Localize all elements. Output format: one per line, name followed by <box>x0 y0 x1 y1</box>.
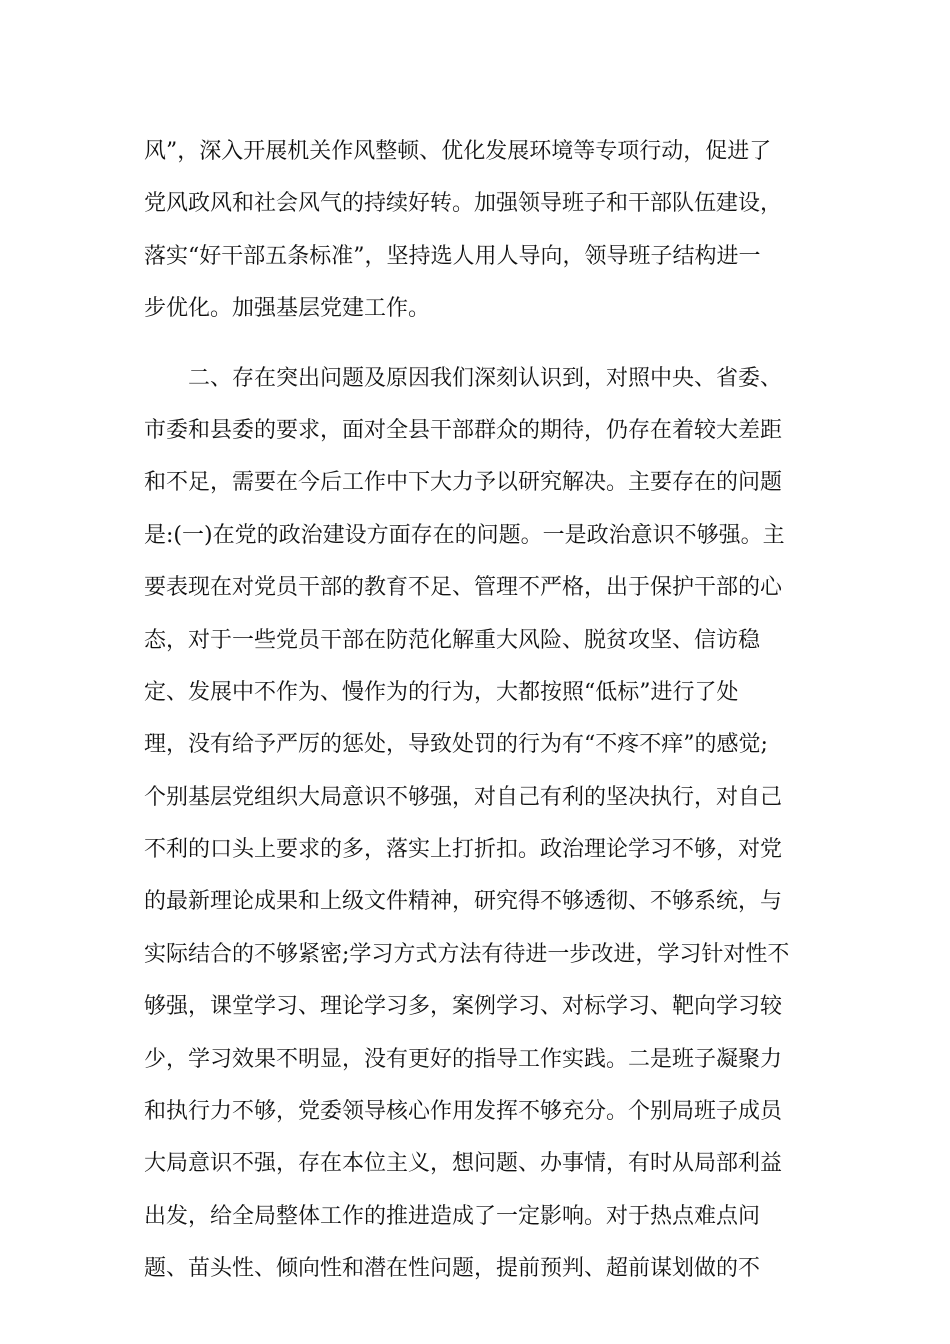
text-line: 实际结合的不够紧密;学习方式方法有待进一步改进，学习针对性不 <box>144 941 790 967</box>
text-line: 理，没有给予严厉的惩处，导致处罚的行为有“不疼不痒”的感觉; <box>144 732 768 758</box>
paragraph-1 <box>144 126 824 336</box>
text-line: 个别基层党组织大局意识不够强，对自己有利的坚决执行，对自己 <box>144 784 783 810</box>
text-line: 要表现在对党员干部的教育不足、管理不严格，出于保护干部的心 <box>144 575 783 601</box>
text-line: 不利的口头上要求的多，落实上打折扣。政治理论学习不够，对党 <box>144 837 783 863</box>
text-line: 党风政风和社会风气的持续好转。加强领导班子和干部队伍建设， <box>144 191 783 217</box>
text-line: 出发，给全局整体工作的推进造成了一定影响。对于热点难点问 <box>144 1203 761 1229</box>
text-line: 步优化。加强基层党建工作。 <box>144 296 431 322</box>
text-line: 和不足，需要在今后工作中下大力予以研究解决。主要存在的问题 <box>144 470 783 496</box>
text-line: 够强，课堂学习、理论学习多，案例学习、对标学习、靶向学习较 <box>144 994 783 1020</box>
text-line: 态，对于一些党员干部在防范化解重大风险、脱贫攻坚、信访稳 <box>144 627 761 653</box>
document-body <box>144 126 824 1296</box>
text-line: 和执行力不够，党委领导核心作用发挥不够充分。个别局班子成员 <box>144 1099 783 1125</box>
text-line: 风”，深入开展机关作风整顿、优化发展环境等专项行动，促进了 <box>144 139 772 164</box>
text-line: 二、存在突出问题及原因我们深刻认识到，对照中央、省委、 <box>188 365 783 391</box>
text-line: 是:(一)在党的政治建设方面存在的问题。一是政治意识不够强。主 <box>144 522 785 548</box>
paragraph-2 <box>144 353 824 1296</box>
text-line: 的最新理论成果和上级文件精神，研究得不够透彻、不够系统，与 <box>144 889 783 915</box>
text-line: 落实“好干部五条标准”，坚持选人用人导向，领导班子结构进一 <box>144 243 761 269</box>
text-line: 市委和县委的要求，面对全县干部群众的期待，仍存在着较大差距 <box>144 417 783 443</box>
text-line: 题、苗头性、倾向性和潜在性问题，提前预判、超前谋划做的不 <box>144 1256 761 1282</box>
text-line: 定、发展中不作为、慢作为的行为，大都按照“低标”进行了处 <box>144 679 739 705</box>
text-line: 大局意识不强，存在本位主义，想问题、办事情，有时从局部利益 <box>144 1151 783 1177</box>
text-line: 少，学习效果不明显，没有更好的指导工作实践。二是班子凝聚力 <box>144 1046 783 1072</box>
